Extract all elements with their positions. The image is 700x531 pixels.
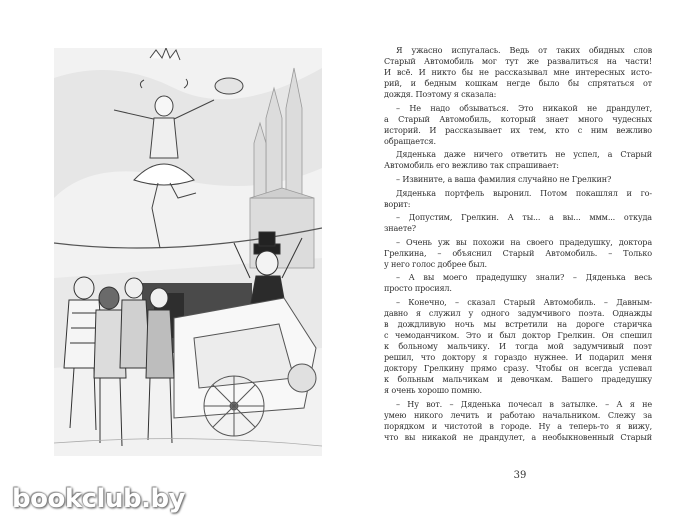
text-line: Автомобиль его вежливо так спрашивает: bbox=[384, 160, 559, 171]
text-line: Я ужасно испугалась. Ведь от таких обидных слов bbox=[396, 45, 652, 55]
paragraph-9 bbox=[384, 297, 652, 396]
text-line: рий, и бедным кошкам негде было бы спрятаться от bbox=[384, 78, 652, 89]
text-line: а Старый Автомобиль, который знает много чудесных bbox=[384, 113, 652, 124]
text-line: Дяденька даже ничего ответить не успел, а Старый bbox=[396, 149, 652, 160]
circus-street-scene-illustration bbox=[54, 48, 322, 456]
text-line: давно я служил у одного задумчивого поэта. Однажды bbox=[384, 308, 652, 319]
paragraph-4 bbox=[384, 174, 652, 185]
text-line: умею никого лечить и работаю начальником. Слежу за bbox=[384, 409, 652, 420]
text-line: – Извините, а ваша фамилия случайно не Грелкин? bbox=[396, 174, 612, 185]
text-line: знаете? bbox=[384, 223, 416, 234]
watermark: bookclub.by bbox=[12, 484, 186, 514]
text-line: я очень хорошо помню. bbox=[384, 385, 482, 396]
text-line: Дяденька портфель выронил. Потом покашлял и го- bbox=[396, 187, 652, 198]
paragraph-2 bbox=[384, 103, 652, 147]
text-line: – А вы моего прадедушку знали? – Дяденька весь bbox=[396, 272, 652, 283]
text-line: Старый Автомобиль мог тут же развалиться на части! bbox=[384, 56, 652, 67]
text-line: – Очень уж вы похожи на своего прадедушку, доктора bbox=[396, 236, 652, 247]
page-text bbox=[384, 45, 652, 446]
text-line: решил, что доктору я гораздо нужнее. И подарил меня bbox=[384, 352, 652, 363]
text-line: историй. И рассказывает их тем, кто с ним вежливо bbox=[384, 124, 652, 135]
paragraph-10 bbox=[384, 399, 652, 443]
text-line: в дождливую ночь мы встретили на дороге старичка bbox=[384, 319, 652, 330]
paragraph-3 bbox=[384, 149, 652, 171]
text-line: – Конечно, – сказал Старый Автомобиль. – Давным- bbox=[396, 296, 652, 307]
paragraph-7 bbox=[384, 237, 652, 270]
text-line: порядком и чистотой в городе. Ну а теперь-то я вижу, bbox=[384, 421, 652, 431]
text-line: ворит: bbox=[384, 198, 411, 209]
text-line: к больным мальчикам и девочкам. Вашего прадедушку bbox=[384, 374, 652, 385]
text-line: с чемоданчиком. Это и был доктор Грелкин. Он спешил bbox=[384, 330, 652, 341]
paragraph-8 bbox=[384, 272, 652, 294]
text-line: – Не надо обзываться. Это никакой не драндулет, bbox=[396, 102, 652, 113]
text-line: у него голос добрее был. bbox=[384, 258, 487, 269]
text-line: И всё. И никто бы не рассказывал мне интересных исто- bbox=[384, 67, 652, 78]
text-line: дождя. Поэтому я сказала: bbox=[384, 89, 497, 100]
text-line: к больному мальчику. И тогда мой задумчивый поэт bbox=[384, 341, 652, 352]
text-line: Грелкина, – объяснил Старый Автомобиль. – Только bbox=[384, 247, 652, 258]
text-line: что вы никакой не драндулет, а необыкновенный Старый bbox=[384, 432, 652, 443]
page-number: 39 bbox=[513, 470, 527, 481]
text-line: – Допустим, Грелкин. А ты... а вы... ммм... откуда bbox=[396, 212, 652, 223]
book-illustration bbox=[54, 48, 322, 456]
text-line: просто просиял. bbox=[384, 283, 452, 294]
text-line: доктору Грелкину прямо сразу. Чтобы он всегда успевал bbox=[384, 363, 652, 374]
text-line: обращается. bbox=[384, 135, 436, 146]
paragraph-1 bbox=[384, 45, 652, 100]
text-line: – Ну вот. – Дяденька почесал в затылке. – А я не bbox=[396, 398, 652, 409]
paragraph-6 bbox=[384, 212, 652, 234]
paragraph-5 bbox=[384, 188, 652, 210]
